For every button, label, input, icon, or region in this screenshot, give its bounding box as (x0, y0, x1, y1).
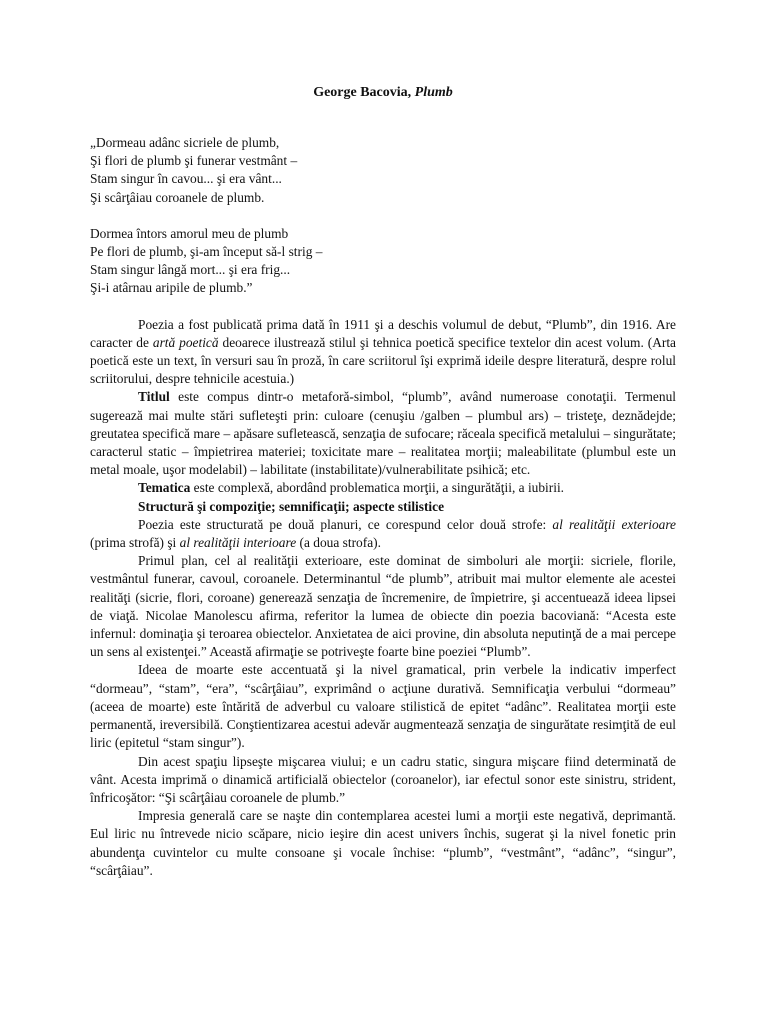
poem-stanza-1 (90, 134, 676, 207)
document-page (90, 84, 676, 880)
paragraph-general-impression: Impresia generală care se naşte din contemplarea acestei lumi a morţii este negativă, deprimantă. Eul liric nu întrevede nicio scăpare, nicio ieşire din acest univers închis, sugerat şi la nivel fonetic prin abundenţa cuvintelor cu multe consoane şi vocale închise: “plumb”, “vestmânt”, “adânc”, “singur”, “scârţâiau”. (90, 808, 676, 878)
poem-line: Şi flori de plumb şi funerar vestmânt – (90, 153, 298, 169)
paragraph-text: este complexă, abordând problematica morţii, a singurătăţii, a iubirii. (190, 480, 565, 496)
poem-line: Şi scârţâiau coroanele de plumb. (90, 189, 265, 205)
section-heading: Structură şi compoziţie; semnificaţii; aspecte stilistice (138, 498, 445, 514)
poem-line: Dormea întors amorul meu de plumb (90, 225, 289, 241)
poem-line: Pe flori de plumb, şi-am început să-l strig – (90, 244, 323, 260)
paragraph-death-grammar: Ideea de moarte este accentuată şi la nivel gramatical, prin verbele la indicativ imperfect “dormeau”, “stam”, “era”, “scârţâiau”, exprimând o acţiune durativă. Semnificaţia verbului “dormeau” (aceea de moarte) este întărită de adverbul cu valoare stilistică de epitet “adânc”. Realitatea morţii este permanentă, ireversibilă. Conştientizarea acestui adevăr augmentează senzaţia de singurătate resimţită de eul liric (epitetul “stam singur”). (90, 662, 676, 751)
poem (90, 134, 676, 298)
paragraph-text: (prima strofă) şi (90, 535, 180, 551)
paragraph-structure (90, 516, 676, 552)
paragraph-text: Poezia a fost publicată prima dată în 1911 şi a deschis volumul de debut, “Plumb”, din 1916. Are caracter de (90, 316, 676, 350)
paragraph-static-space: Din acest spaţiu lipseşte mişcarea viului; e un cadru static, singura mişcare fiind determinată de vânt. Acesta imprimă o dinamică artificială obiectelor (coroanelor), iar efectul sonor este sinistru, strident, înfricoşător: “Şi scârţâiau coroanele de plumb.” (90, 753, 676, 805)
paragraph-first-plane: Primul plan, cel al realităţii exterioare, este dominat de simboluri ale morţii: sicriele, florile, vestmântul funerar, cavoul, coroanele. Determinantul “de plumb”, atribuit mai multor elemente ale acestei realităţi (sicrie, flori, coroane) generează senzaţia de încremenire, de împietrire, şi accentuează ideea lipsei de viaţă. Nicolae Manolescu afirma, referitor la lumea de obiecte din poezia bacoviană: “Acesta este infernul: dominaţia şi teroarea obiectelor. Anxietatea de aici provine, din absoluta neputinţă de a mai percepe un sens al existenţei.” Această afirmaţie se potriveşte foarte bine poeziei “Plumb”. (90, 553, 676, 660)
title-author: George Bacovia, (313, 85, 412, 100)
emphasis-exterior-reality: al realităţii exterioare (552, 516, 676, 532)
poem-stanza-2 (90, 225, 676, 298)
paragraph-text: Poezia este structurată pe două planuri, ce corespund celor două strofe: (138, 516, 553, 532)
emphasis-interior-reality: al realităţii interioare (179, 535, 297, 551)
paragraph-theme (90, 479, 676, 497)
emphasis-ars-poetica: artă poetică (152, 334, 219, 350)
paragraph-text: (a doua strofa). (296, 535, 381, 551)
paragraph-title (90, 388, 676, 479)
poem-line: Şi-i atârnau aripile de plumb.” (90, 280, 253, 296)
title-work: Plumb (414, 85, 453, 100)
paragraph-publication (90, 316, 676, 389)
bold-lead-tematica: Tematica (138, 480, 191, 496)
paragraph-text: este compus dintr-o metaforă-simbol, “plumb”, având numeroase conotaţii. Termenul sugerează mai multe stări sufleteşti prin: culoare (cenuşiu /galben – plumbul ars) – tristeţe, deznădejde; greutatea specifică mare – apăsare sufletească, senzaţia de sufocare; răceala specifică metalului – singurătate; caracterul static – împietrirea materiei; toxicitate mare – realitatea morţii; maleabilitate (plumbul este un metal moale, uşor modelabil) – labilitate (instabilitate)/vulnerabilitate psihică; etc. (90, 389, 676, 478)
poem-line: Stam singur în cavou... şi era vânt... (90, 171, 282, 187)
poem-line: Stam singur lângă mort... şi era frig... (90, 262, 291, 278)
poem-line: „Dormeau adânc sicriele de plumb, (90, 135, 280, 150)
paragraph-text: deoarece ilustrează stilul şi tehnica poetică specifice textelor din acest volum. (Arta poetică este un text, în versuri sau în proză, în care scriitorul îşi exprimă ideile despre literatură, despre rolul scriitorului, despre tehnicile acestuia.) (90, 334, 676, 387)
bold-lead-titlul: Titlul (138, 389, 170, 405)
document-title (90, 84, 676, 102)
